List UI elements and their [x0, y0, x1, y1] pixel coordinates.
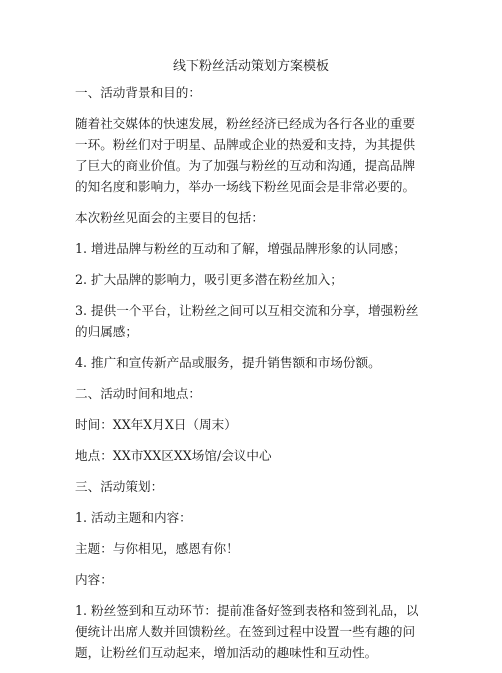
goals-intro: 本次粉丝见面会的主要目的包括：: [75, 210, 264, 225]
event-theme: 主题：与你相见，感恩有你！: [75, 541, 239, 556]
content-label: 内容：: [75, 572, 113, 587]
section-heading-background: 一、活动背景和目的：: [75, 85, 201, 100]
section-heading-planning: 三、活动策划：: [75, 479, 164, 494]
section-heading-time-place: 二、活动时间和地点：: [75, 386, 201, 401]
goal-item-3: 3. 提供一个平台，让粉丝之间可以互相交流和分享，增强粉丝的归属感；: [75, 303, 419, 339]
goal-item-4: 4. 推广和宣传新产品或服务，提升销售额和市场份额。: [75, 355, 381, 370]
goal-item-2: 2. 扩大品牌的影响力，吸引更多潜在粉丝加入；: [75, 272, 343, 287]
event-location: 地点：XX市XX区XX场馆/会议中心: [75, 448, 272, 463]
goal-item-1: 1. 增进品牌与粉丝的互动和了解，增强品牌形象的认同感；: [75, 241, 406, 256]
background-paragraph: 随着社交媒体的快速发展，粉丝经济已经成为各行各业的重要一环。粉丝们对于明星、品牌或企业的热爱和支持，为其提供了巨大的商业价值。为了加强与粉丝的互动和沟通，提高品牌的知名度和影响力，举办一场线下粉丝见面会是非常必要的。: [75, 116, 416, 194]
document-body: [75, 82, 427, 673]
document-title: 线下粉丝活动策划方案模板: [172, 59, 329, 74]
event-time: 时间：XX年X月X日（周末）: [75, 417, 237, 432]
content-item-1: 1. 粉丝签到和互动环节：提前准备好签到表格和签到礼品，以便统计出席人数并回馈粉丝。在签到过程中设置一些有趣的问题，让粉丝们互动起来，增加活动的趣味性和互动性。: [75, 603, 419, 660]
subsection-theme-content: 1. 活动主题和内容：: [75, 510, 192, 525]
